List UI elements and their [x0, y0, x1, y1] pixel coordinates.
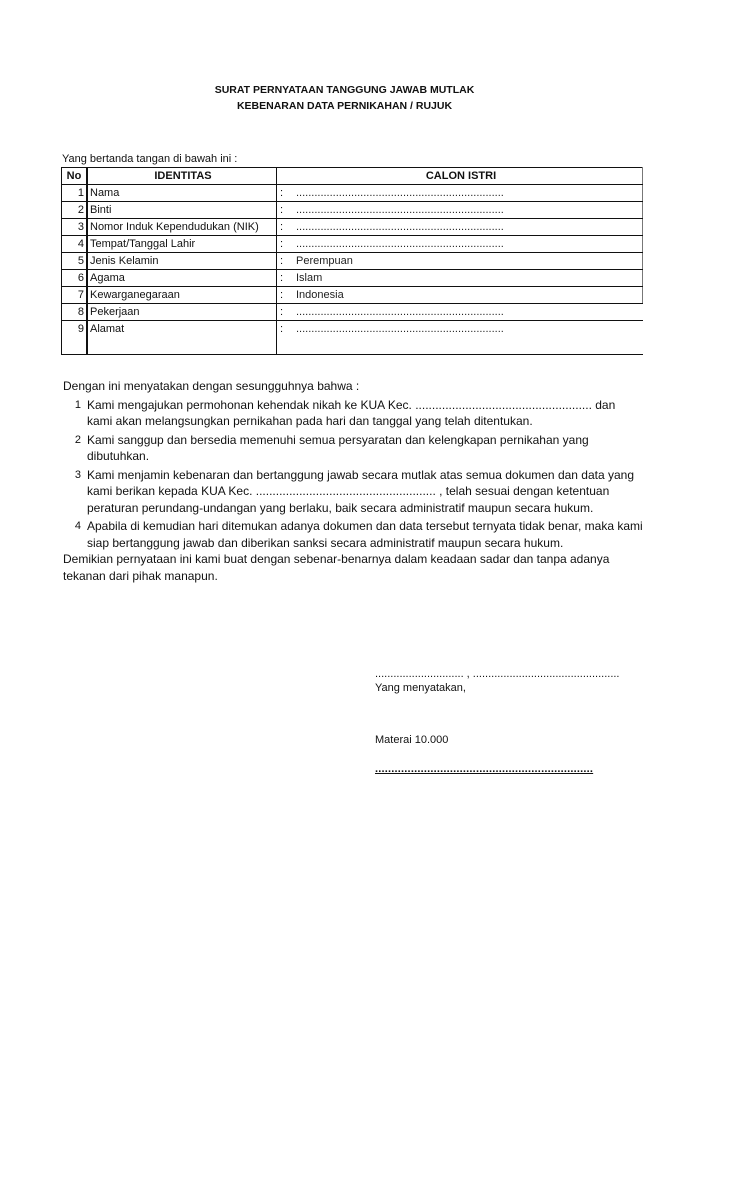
materai-label: Materai 10.000 [375, 734, 449, 746]
closing-text: Demikian pernyataan ini kami buat dengan sebenar-benarnya dalam keadaan sadar dan tanpa adanya tekanan dari pihak manapun. [63, 552, 610, 583]
header-identitas: IDENTITAS [87, 168, 277, 185]
statement-item [63, 518, 643, 551]
signer-label: Yang menyatakan, [375, 682, 466, 694]
statement-item [63, 432, 643, 465]
table-row [62, 287, 643, 304]
row-colon: : [280, 238, 284, 250]
row-number: 8 [62, 304, 88, 321]
signer-name-line[interactable]: ................................................................... [375, 763, 594, 775]
statement-section [63, 378, 643, 584]
signature-block [375, 668, 620, 775]
row-label: Pekerjaan [87, 304, 277, 321]
document-title-line-1: SURAT PERNYATAAN TANGGUNG JAWAB MUTLAK [214, 84, 475, 96]
row-colon: : [280, 255, 284, 267]
statement-number: 1 [74, 398, 81, 411]
row-label: Tempat/Tanggal Lahir [87, 236, 277, 253]
table-row [62, 304, 643, 321]
row-value[interactable]: .................................................................... [296, 323, 504, 335]
row-number: 5 [62, 253, 88, 270]
row-number: 6 [62, 270, 88, 287]
table-row [62, 219, 643, 236]
row-value[interactable]: .................................................................... [296, 221, 504, 233]
row-value-cell[interactable] [277, 185, 643, 202]
row-value-cell[interactable] [277, 219, 643, 236]
table-row [62, 270, 643, 287]
statement-item [63, 397, 643, 430]
row-value-cell[interactable] [277, 202, 643, 219]
statement-number: 3 [74, 468, 81, 481]
row-label: Alamat [87, 321, 277, 355]
row-value[interactable]: .................................................................... [296, 306, 504, 318]
table-row [62, 236, 643, 253]
row-value[interactable]: Islam [296, 272, 323, 284]
statement-text: Kami mengajukan permohonan kehendak nikah ke KUA Kec. ..................................................... dan kami akan melangsungkan pernikahan pada hari dan tanggal yang telah ditentukan. [87, 397, 616, 428]
table-row [62, 253, 643, 270]
row-number: 9 [62, 321, 88, 355]
table-row [62, 321, 643, 355]
row-value[interactable]: .................................................................... [296, 187, 504, 199]
row-number: 1 [62, 185, 88, 202]
row-number: 4 [62, 236, 88, 253]
row-number: 7 [62, 287, 88, 304]
table-row [62, 202, 643, 219]
row-label: Agama [87, 270, 277, 287]
row-colon: : [280, 221, 284, 233]
row-colon: : [280, 323, 284, 335]
statement-text: Kami menjamin kebenaran dan bertanggung jawab secara mutlak atas semua dokumen dan data yang kami berikan kepada KUA Kec. ...................................................... , telah sesuai dengan ketentuan peraturan perundang-undangan yang berlaku, baik secara administratif maupun secara hukum. [87, 467, 635, 515]
row-value-cell[interactable] [277, 236, 643, 253]
table-header-row [62, 168, 643, 185]
row-colon: : [280, 187, 284, 199]
statement-number: 2 [74, 433, 81, 446]
statement-list [63, 397, 643, 552]
row-label: Jenis Kelamin [87, 253, 277, 270]
statement-item [63, 467, 643, 517]
statement-number: 4 [74, 520, 81, 532]
row-value-cell[interactable] [277, 321, 643, 355]
statement-text: Kami sanggup dan bersedia memenuhi semua persyaratan dan kelengkapan pernikahan yang dibutuhkan. [87, 432, 589, 463]
header-calon-istri: CALON ISTRI [277, 168, 643, 185]
row-number: 2 [62, 202, 88, 219]
row-value[interactable]: Indonesia [296, 289, 344, 301]
row-label: Kewarganegaraan [87, 287, 277, 304]
row-number: 3 [62, 219, 88, 236]
statement-text: Apabila di kemudian hari ditemukan adanya dokumen dan data tersebut ternyata tidak benar, maka kami siap bertanggung jawab dan diberikan sanksi secara administratif maupun secara hukum. [87, 519, 643, 550]
row-colon: : [280, 306, 284, 318]
identity-table [61, 167, 643, 355]
row-value-cell[interactable] [277, 270, 643, 287]
intro-text: Yang bertanda tangan di bawah ini : [62, 153, 238, 165]
document-title-line-2: KEBENARAN DATA PERNIKAHAN / RUJUK [236, 100, 453, 112]
row-colon: : [280, 272, 284, 284]
row-value[interactable]: Perempuan [296, 255, 353, 267]
place-date-field[interactable]: ............................. , ................................................ [375, 668, 620, 680]
row-value-cell[interactable] [277, 253, 643, 270]
statement-intro: Dengan ini menyatakan dengan sesungguhnya bahwa : [63, 379, 360, 393]
row-value[interactable]: .................................................................... [296, 238, 504, 250]
table-row [62, 185, 643, 202]
row-value-cell[interactable] [277, 304, 643, 321]
row-label: Binti [87, 202, 277, 219]
header-no: No [62, 168, 88, 185]
row-value[interactable]: .................................................................... [296, 204, 504, 216]
row-label: Nomor Induk Kependudukan (NIK) [87, 219, 277, 236]
row-value-cell[interactable] [277, 287, 643, 304]
row-label: Nama [87, 185, 277, 202]
row-colon: : [280, 289, 284, 301]
row-colon: : [280, 204, 284, 216]
